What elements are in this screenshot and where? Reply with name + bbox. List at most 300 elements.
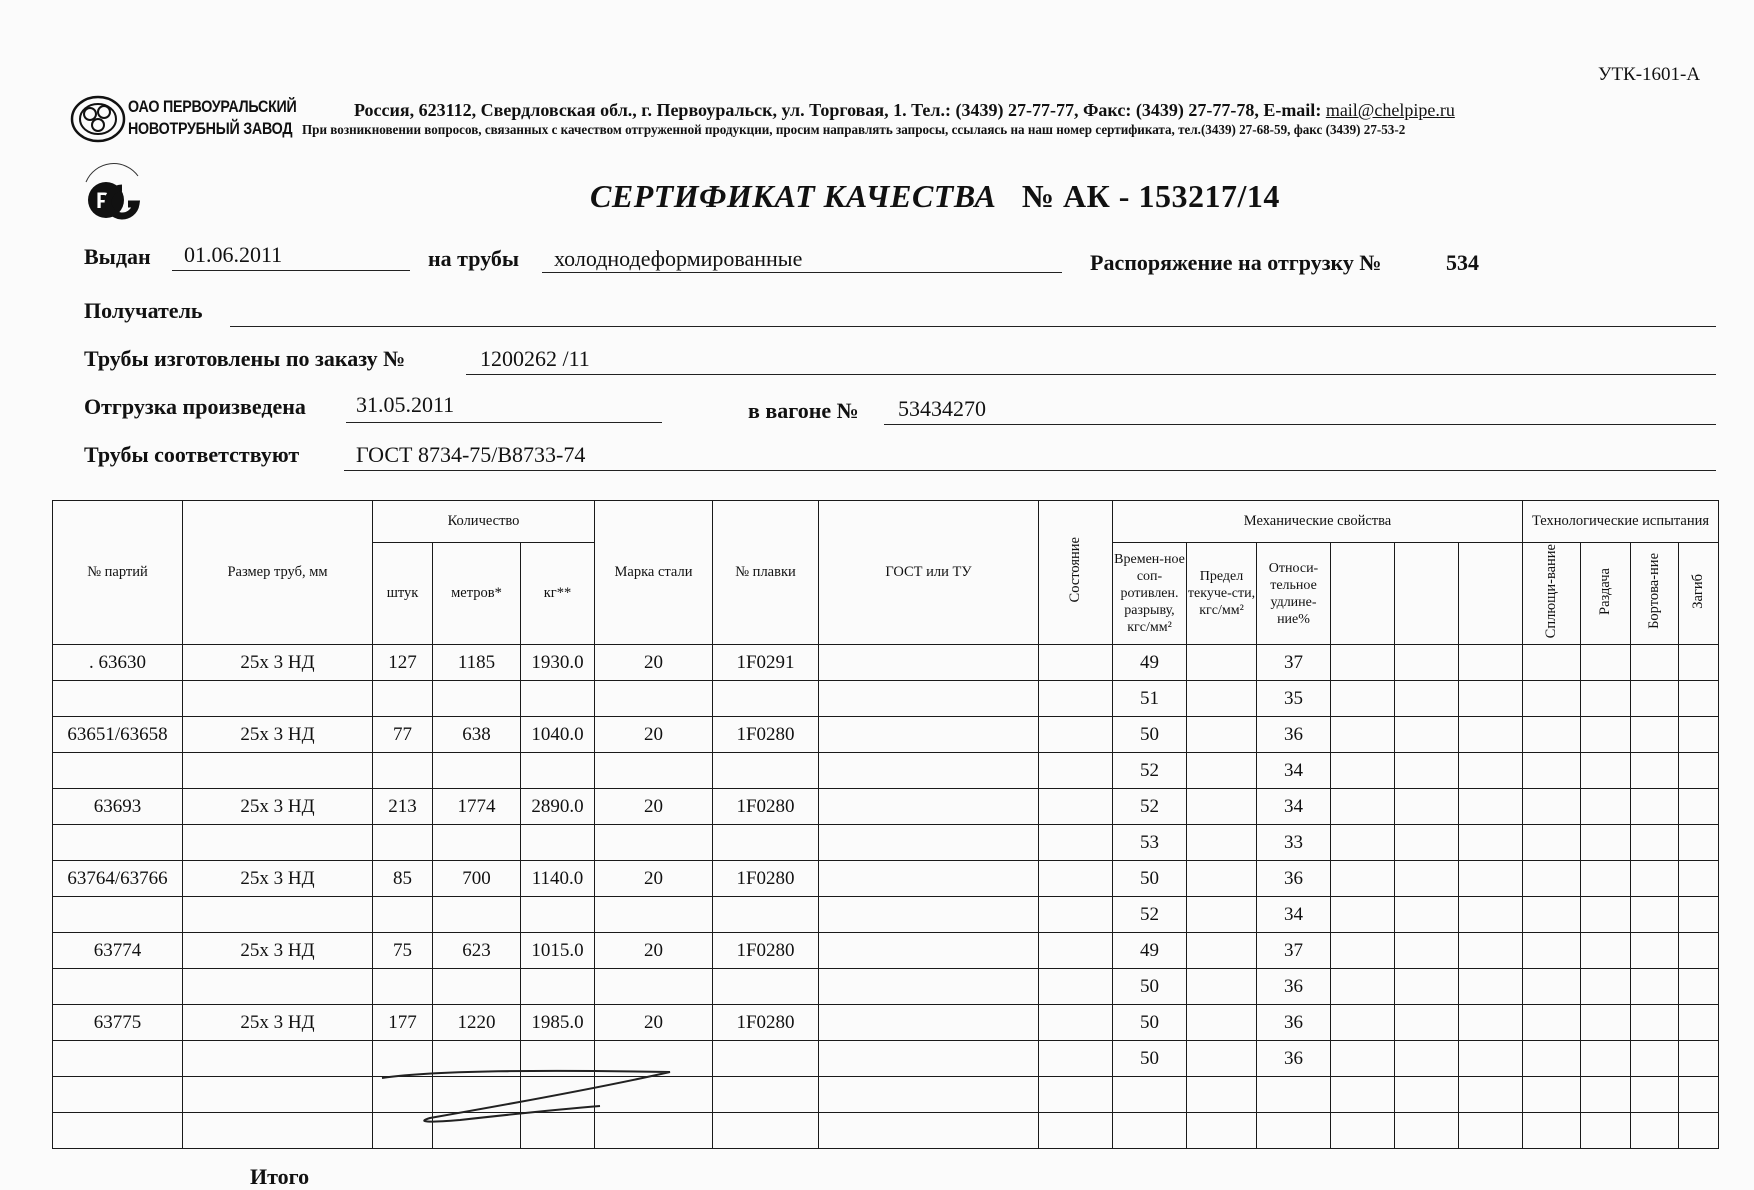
cell-lot: [53, 1113, 183, 1149]
cell-x1: [1331, 681, 1395, 717]
cell-yield: [1187, 969, 1257, 1005]
cell-melt: [713, 1041, 819, 1077]
cell-x1: [1331, 789, 1395, 825]
cell-steel: 20: [595, 717, 713, 753]
cell-bend: [1679, 897, 1719, 933]
table-row: [53, 717, 1719, 753]
shipment-label: Отгрузка произведена: [84, 394, 306, 419]
cell-bend: [1679, 933, 1719, 969]
cell-gost: [819, 825, 1039, 861]
issued-value: 01.06.2011: [184, 242, 283, 267]
header-bend: [1679, 543, 1719, 645]
cell-tensile: 52: [1113, 897, 1187, 933]
cell-flange: [1631, 1113, 1679, 1149]
cell-x1: [1331, 897, 1395, 933]
cell-expand: [1581, 717, 1631, 753]
cell-x1: [1331, 1113, 1395, 1149]
cell-size: [183, 1041, 373, 1077]
cell-lot: [53, 681, 183, 717]
cell-elong: 35: [1257, 681, 1331, 717]
header-blank-1: [1331, 543, 1395, 645]
header-quantity: Количество: [373, 501, 595, 543]
cell-lot: [53, 1077, 183, 1113]
cell-bend: [1679, 825, 1719, 861]
cell-flange: [1631, 897, 1679, 933]
cell-bend: [1679, 681, 1719, 717]
cell-x2: [1395, 825, 1459, 861]
cell-flat: [1523, 1005, 1581, 1041]
cell-pcs: 177: [373, 1005, 433, 1041]
cell-size: 25х 3 НД: [183, 717, 373, 753]
header-expand: [1581, 543, 1631, 645]
cell-flange: [1631, 969, 1679, 1005]
cell-lot: 63693: [53, 789, 183, 825]
cell-pcs: 127: [373, 645, 433, 681]
cell-gost: [819, 717, 1039, 753]
cell-meters: 623: [433, 933, 521, 969]
cell-x1: [1331, 969, 1395, 1005]
cell-x2: [1395, 1113, 1459, 1149]
cell-size: [183, 897, 373, 933]
cell-steel: 20: [595, 645, 713, 681]
cell-expand: [1581, 933, 1631, 969]
cell-tensile: [1113, 1077, 1187, 1113]
cell-size: 25х 3 НД: [183, 645, 373, 681]
cell-pcs: 77: [373, 717, 433, 753]
cell-elong: 36: [1257, 1005, 1331, 1041]
cell-yield: [1187, 825, 1257, 861]
cell-gost: [819, 789, 1039, 825]
header-state: [1039, 501, 1113, 645]
cell-x3: [1459, 681, 1523, 717]
cell-melt: [713, 1077, 819, 1113]
cell-yield: [1187, 681, 1257, 717]
cell-flat: [1523, 717, 1581, 753]
cell-kg: 1040.0: [521, 717, 595, 753]
cell-size: 25х 3 НД: [183, 789, 373, 825]
cell-pcs: [373, 825, 433, 861]
cell-kg: [521, 753, 595, 789]
cell-steel: [595, 681, 713, 717]
header-steel: Марка стали: [595, 501, 713, 645]
cell-flat: [1523, 681, 1581, 717]
cell-flat: [1523, 1077, 1581, 1113]
cell-expand: [1581, 753, 1631, 789]
cell-x3: [1459, 933, 1523, 969]
cell-x1: [1331, 717, 1395, 753]
cell-x1: [1331, 753, 1395, 789]
cell-x1: [1331, 1077, 1395, 1113]
cell-flat: [1523, 645, 1581, 681]
cell-expand: [1581, 645, 1631, 681]
company-logo: [70, 94, 126, 144]
cell-yield: [1187, 753, 1257, 789]
cell-state: [1039, 897, 1113, 933]
cell-kg: 1930.0: [521, 645, 595, 681]
cell-x3: [1459, 1113, 1523, 1149]
cell-bend: [1679, 861, 1719, 897]
cell-expand: [1581, 1041, 1631, 1077]
order-value: 534: [1446, 250, 1479, 275]
cell-kg: 1015.0: [521, 933, 595, 969]
pipes-value: холоднодеформированные: [554, 246, 803, 271]
cell-lot: . 63630: [53, 645, 183, 681]
cell-x2: [1395, 681, 1459, 717]
header-blank-3: [1459, 543, 1523, 645]
cell-state: [1039, 681, 1113, 717]
cell-yield: [1187, 717, 1257, 753]
cell-gost: [819, 681, 1039, 717]
cell-lot: [53, 1041, 183, 1077]
cell-x1: [1331, 933, 1395, 969]
cell-flange: [1631, 789, 1679, 825]
made-underline: [466, 374, 1716, 375]
cell-melt: [713, 897, 819, 933]
cell-tensile: 50: [1113, 969, 1187, 1005]
wagon-underline: [884, 424, 1716, 425]
issued-underline: [172, 270, 410, 271]
cell-meters: 700: [433, 861, 521, 897]
table-row: [53, 753, 1719, 789]
cell-bend: [1679, 753, 1719, 789]
cell-tensile: 50: [1113, 1005, 1187, 1041]
cell-size: [183, 1077, 373, 1113]
cell-gost: [819, 1077, 1039, 1113]
cell-elong: 36: [1257, 861, 1331, 897]
cell-flat: [1523, 1041, 1581, 1077]
cell-kg: 1140.0: [521, 861, 595, 897]
cell-steel: 20: [595, 1005, 713, 1041]
cell-melt: [713, 681, 819, 717]
cell-pcs: 85: [373, 861, 433, 897]
cell-elong: 36: [1257, 717, 1331, 753]
cell-meters: 638: [433, 717, 521, 753]
cell-x3: [1459, 1041, 1523, 1077]
cell-bend: [1679, 645, 1719, 681]
header-flat: [1523, 543, 1581, 645]
table-row: [53, 1113, 1719, 1149]
table-row: [53, 897, 1719, 933]
cell-x3: [1459, 1005, 1523, 1041]
cell-x3: [1459, 645, 1523, 681]
cell-elong: 34: [1257, 753, 1331, 789]
cell-meters: [433, 969, 521, 1005]
cell-expand: [1581, 825, 1631, 861]
cell-meters: [433, 753, 521, 789]
header-tech: Технологические испытания: [1523, 501, 1719, 543]
certificate-title-text: СЕРТИФИКАТ КАЧЕСТВА: [590, 178, 997, 214]
cell-x2: [1395, 897, 1459, 933]
cell-flange: [1631, 1041, 1679, 1077]
cell-expand: [1581, 969, 1631, 1005]
cell-lot: [53, 825, 183, 861]
cell-pcs: [373, 969, 433, 1005]
company-name-line2: НОВОТРУБНЫЙ ЗАВОД: [128, 119, 293, 138]
table-row: [53, 645, 1719, 681]
cell-steel: [595, 753, 713, 789]
cell-tensile: [1113, 1113, 1187, 1149]
cell-flange: [1631, 933, 1679, 969]
order-label: Распоряжение на отгрузку №: [1090, 250, 1382, 275]
cell-tensile: 50: [1113, 861, 1187, 897]
cell-flange: [1631, 1077, 1679, 1113]
table-row: [53, 825, 1719, 861]
cell-size: [183, 969, 373, 1005]
header-pcs: штук: [373, 543, 433, 645]
cell-elong: 34: [1257, 789, 1331, 825]
cell-expand: [1581, 1077, 1631, 1113]
cell-gost: [819, 1005, 1039, 1041]
cell-lot: 63651/63658: [53, 717, 183, 753]
header-blank-2: [1395, 543, 1459, 645]
cell-flange: [1631, 717, 1679, 753]
cell-gost: [819, 933, 1039, 969]
cell-tensile: 52: [1113, 789, 1187, 825]
header-gost: ГОСТ или ТУ: [819, 501, 1039, 645]
cell-state: [1039, 1005, 1113, 1041]
cell-pcs: 213: [373, 789, 433, 825]
header-lot: № партий: [53, 501, 183, 645]
cell-kg: [521, 825, 595, 861]
cell-lot: [53, 969, 183, 1005]
table-row: [53, 1041, 1719, 1077]
issued-label: Выдан: [84, 244, 151, 269]
header-flange: [1631, 543, 1679, 645]
cell-expand: [1581, 681, 1631, 717]
cell-yield: [1187, 1005, 1257, 1041]
made-value: 1200262 /11: [480, 346, 590, 371]
header-melt: № плавки: [713, 501, 819, 645]
cell-state: [1039, 861, 1113, 897]
cell-melt: [713, 825, 819, 861]
cell-flat: [1523, 861, 1581, 897]
pipes-underline: [542, 272, 1062, 273]
totals-label: Итого: [250, 1164, 310, 1189]
svg-text:P: P: [96, 188, 111, 213]
cell-gost: [819, 861, 1039, 897]
cell-yield: [1187, 861, 1257, 897]
contact-notice: При возникновении вопросов, связанных с качеством отгруженной продукции, просим направлять запросы, ссылаясь на наш номер сертификата, тел.(3439) 27-68-59, факс (3439) 27-53-2: [302, 122, 1406, 137]
cell-pcs: [373, 897, 433, 933]
cell-bend: [1679, 1005, 1719, 1041]
cell-meters: 1185: [433, 645, 521, 681]
cell-x2: [1395, 1077, 1459, 1113]
table-row: [53, 789, 1719, 825]
cell-melt: [713, 969, 819, 1005]
cell-flange: [1631, 825, 1679, 861]
cell-pcs: 75: [373, 933, 433, 969]
cell-bend: [1679, 1041, 1719, 1077]
cell-flat: [1523, 753, 1581, 789]
pipes-label: на трубы: [428, 246, 520, 271]
table-row: [53, 1077, 1719, 1113]
header-flange-text: Бортова-ние: [1646, 553, 1662, 629]
cell-kg: [521, 897, 595, 933]
shipment-value: 31.05.2011: [356, 392, 455, 417]
cell-tensile: 51: [1113, 681, 1187, 717]
cell-steel: 20: [595, 789, 713, 825]
cell-yield: [1187, 1113, 1257, 1149]
cell-state: [1039, 789, 1113, 825]
cell-bend: [1679, 969, 1719, 1005]
header-elong: Относи-тельное удлине-ние%: [1257, 543, 1331, 645]
cell-x2: [1395, 861, 1459, 897]
cell-x3: [1459, 1077, 1523, 1113]
cell-flange: [1631, 681, 1679, 717]
cell-yield: [1187, 789, 1257, 825]
cell-x3: [1459, 753, 1523, 789]
header-meters: метров*: [433, 543, 521, 645]
cell-flat: [1523, 825, 1581, 861]
cell-flange: [1631, 1005, 1679, 1041]
cell-flat: [1523, 933, 1581, 969]
cell-x3: [1459, 969, 1523, 1005]
cell-flat: [1523, 969, 1581, 1005]
cell-flange: [1631, 645, 1679, 681]
cell-melt: 1F0291: [713, 645, 819, 681]
cell-x2: [1395, 645, 1459, 681]
cell-steel: [595, 825, 713, 861]
cell-gost: [819, 1113, 1039, 1149]
cell-tensile: 49: [1113, 933, 1187, 969]
cell-lot: [53, 897, 183, 933]
cell-state: [1039, 753, 1113, 789]
cell-state: [1039, 1077, 1113, 1113]
cell-expand: [1581, 861, 1631, 897]
cell-flange: [1631, 753, 1679, 789]
recipient-label: Получатель: [84, 298, 203, 323]
cell-tensile: 53: [1113, 825, 1187, 861]
table-row: [53, 861, 1719, 897]
cell-size: [183, 825, 373, 861]
cell-steel: 20: [595, 933, 713, 969]
cell-state: [1039, 933, 1113, 969]
header-yield: Предел текуче-сти, кгс/мм²: [1187, 543, 1257, 645]
table-row: [53, 1005, 1719, 1041]
cell-flat: [1523, 897, 1581, 933]
cell-elong: 36: [1257, 1041, 1331, 1077]
cell-x1: [1331, 645, 1395, 681]
wagon-label: в вагоне №: [748, 398, 859, 423]
comply-value: ГОСТ 8734-75/В8733-74: [356, 442, 586, 467]
cell-x3: [1459, 825, 1523, 861]
cell-size: 25х 3 НД: [183, 933, 373, 969]
cell-elong: 37: [1257, 933, 1331, 969]
cell-lot: [53, 753, 183, 789]
cell-kg: [521, 681, 595, 717]
cell-tensile: 50: [1113, 717, 1187, 753]
certification-mark-icon: [78, 160, 148, 230]
cell-x2: [1395, 1041, 1459, 1077]
table-row: [53, 681, 1719, 717]
email-link[interactable]: mail@chelpipe.ru: [1325, 100, 1455, 120]
cell-elong: [1257, 1077, 1331, 1113]
cell-kg: 2890.0: [521, 789, 595, 825]
cell-expand: [1581, 897, 1631, 933]
wagon-value: 53434270: [898, 396, 986, 421]
cell-yield: [1187, 645, 1257, 681]
cell-yield: [1187, 933, 1257, 969]
cell-x3: [1459, 861, 1523, 897]
cell-expand: [1581, 1005, 1631, 1041]
cell-elong: 33: [1257, 825, 1331, 861]
cell-size: [183, 753, 373, 789]
cell-expand: [1581, 789, 1631, 825]
cell-x2: [1395, 753, 1459, 789]
cell-pcs: [373, 753, 433, 789]
cell-kg: [521, 969, 595, 1005]
cell-elong: 34: [1257, 897, 1331, 933]
cell-melt: [713, 753, 819, 789]
cell-x3: [1459, 789, 1523, 825]
cell-x2: [1395, 717, 1459, 753]
header-size: Размер труб, мм: [183, 501, 373, 645]
header-bend-text: Загиб: [1690, 573, 1706, 609]
cell-yield: [1187, 1041, 1257, 1077]
cell-state: [1039, 645, 1113, 681]
cell-state: [1039, 1113, 1113, 1149]
cell-melt: [713, 1113, 819, 1149]
company-name-line1: ОАО ПЕРВОУРАЛЬСКИЙ: [128, 97, 297, 116]
cell-size: 25х 3 НД: [183, 1005, 373, 1041]
cell-bend: [1679, 1077, 1719, 1113]
cell-melt: 1F0280: [713, 717, 819, 753]
quality-table: [52, 500, 1719, 1149]
header-kg: кг**: [521, 543, 595, 645]
cell-size: [183, 681, 373, 717]
header-state-text: Состояние: [1067, 537, 1083, 603]
cell-steel: [595, 897, 713, 933]
cell-flange: [1631, 861, 1679, 897]
cell-lot: 63775: [53, 1005, 183, 1041]
cell-steel: [595, 969, 713, 1005]
cell-bend: [1679, 789, 1719, 825]
header-mech: Механические свойства: [1113, 501, 1523, 543]
address-text: Россия, 623112, Свердловская обл., г. Первоуральск, ул. Торговая, 1. Тел.: (3439) 27-77-77, Факс: (3439) 27-77-78, E-mail:: [354, 100, 1326, 120]
cell-x1: [1331, 1041, 1395, 1077]
cell-meters: 1774: [433, 789, 521, 825]
cell-melt: 1F0280: [713, 861, 819, 897]
cell-meters: [433, 681, 521, 717]
cell-melt: 1F0280: [713, 1005, 819, 1041]
cell-state: [1039, 717, 1113, 753]
cell-gost: [819, 1041, 1039, 1077]
cell-size: [183, 1113, 373, 1149]
cell-x3: [1459, 897, 1523, 933]
cell-yield: [1187, 897, 1257, 933]
cell-elong: [1257, 1113, 1331, 1149]
cell-bend: [1679, 717, 1719, 753]
company-name: [128, 96, 297, 140]
cell-size: 25х 3 НД: [183, 861, 373, 897]
cell-meters: 1220: [433, 1005, 521, 1041]
cell-meters: [433, 825, 521, 861]
cell-x1: [1331, 825, 1395, 861]
cell-lot: 63774: [53, 933, 183, 969]
cell-yield: [1187, 1077, 1257, 1113]
cell-steel: 20: [595, 861, 713, 897]
cell-melt: 1F0280: [713, 933, 819, 969]
cell-x2: [1395, 1005, 1459, 1041]
cell-bend: [1679, 1113, 1719, 1149]
comply-underline: [344, 470, 1716, 471]
cell-expand: [1581, 1113, 1631, 1149]
cell-tensile: 50: [1113, 1041, 1187, 1077]
cell-tensile: 52: [1113, 753, 1187, 789]
certificate-number: № АК - 153217/14: [1021, 178, 1280, 214]
header-flat-text: Сплющи-вание: [1543, 543, 1559, 639]
cell-tensile: 49: [1113, 645, 1187, 681]
